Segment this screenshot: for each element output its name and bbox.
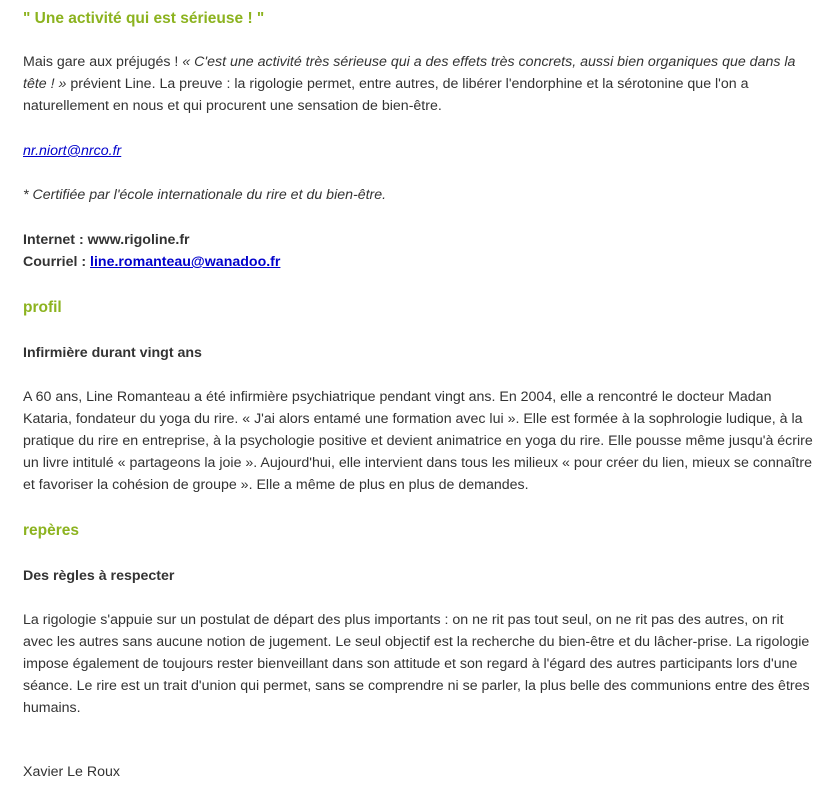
section-heading-profil: profil	[23, 299, 62, 316]
paragraph-profil: A 60 ans, Line Romanteau a été infirmière psychiatrique pendant vingt ans. En 2004, elle a rencontré le docteur Madan Kataria, fondateur du yoga du rire. « J'ai alors entamé une formation avec lui ». Elle est formée à la sophrologie ludique, à la pratique du rire en entreprise, à la psychologie positive et devient animatrice en yoga du rire. Elle pousse même jusqu'à écrire un livre intitulé « partageons la joie ». Aujourd'hui, elle intervient dans tous les milieux « pour créer du lien, mieux se connaître et favoriser la cohésion de groupe ». Elle a même de plus en plus de demandes.	[23, 389, 813, 493]
email-link-nrco[interactable]: nr.niort@nrco.fr	[23, 143, 122, 159]
section-heading-activite: " Une activité qui est sérieuse ! "	[23, 10, 265, 27]
paragraph-intro-text: Mais gare aux préjugés !	[23, 54, 183, 70]
subheading-infirmiere: Infirmière durant vingt ans	[23, 345, 202, 361]
courriel-label: Courriel :	[23, 254, 91, 270]
courriel-link[interactable]: line.romanteau@wanadoo.fr	[90, 254, 281, 270]
paragraph-rest-text: prévient Line. La preuve : la rigologie permet, entre autres, de libérer l'endorphine et la sérotonine que l'on a naturellement en nous et qui procurent une sensation de bien-être.	[23, 76, 749, 114]
subheading-regles: Des règles à respecter	[23, 568, 175, 584]
section-heading-reperes: repères	[23, 522, 80, 539]
author-signature: Xavier Le Roux	[23, 764, 120, 780]
email-line	[23, 140, 121, 162]
paragraph-prejuges	[23, 51, 813, 117]
paragraph-quote-text: « C'est une activité très sérieuse qui a des effets très concrets, aussi bien organiques que dans la tête ! »	[23, 54, 796, 92]
courriel-line	[23, 251, 280, 273]
paragraph-reperes: La rigologie s'appuie sur un postulat de départ des plus importants : on ne rit pas tout seul, on ne rit pas des autres, on rit avec les autres sans aucune notion de jugement. Le seul objectif est la recherche du bien-être et du lâcher-prise. La rigologie impose également de toujours rester bienveillant dans son attitude et son regard à l'égard des autres participants lors d'une séance. Le rire est un trait d'union qui permet, sans se comprendre ni se parler, la plus belle des communions entre des êtres humains.	[23, 612, 810, 716]
internet-line: Internet : www.rigoline.fr	[23, 232, 190, 248]
footnote-certification: * Certifiée par l'école internationale du rire et du bien-être.	[23, 187, 387, 203]
